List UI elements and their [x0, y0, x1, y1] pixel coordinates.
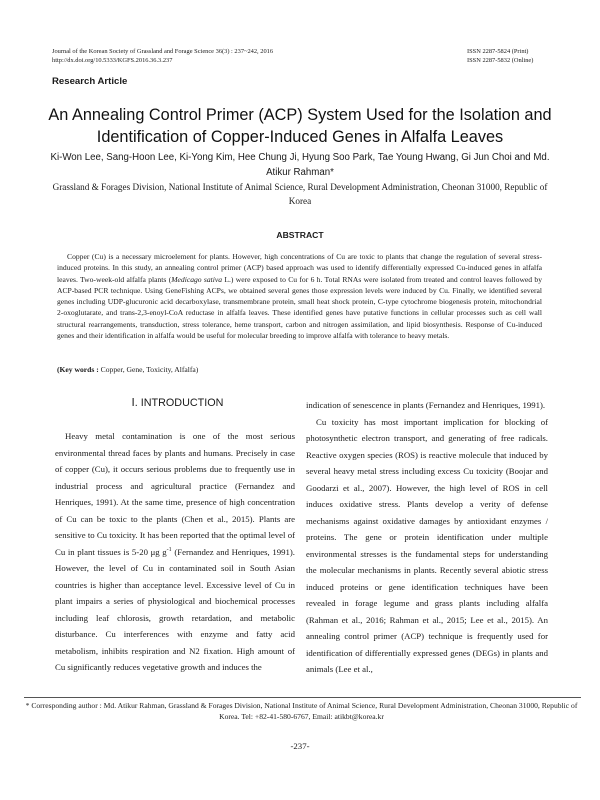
- corresponding-author-footnote: * Corresponding author : Md. Atikur Rahman, Grassland & Forages Division, National Institute of Animal Science, Rural Development Administration, Cheonan 31000, Republic of Korea. Tel: +82-41-580-6767, Email: atikbt@korea.kr: [25, 701, 578, 721]
- paper-title: [40, 104, 560, 148]
- doi-link[interactable]: http://dx.doi.org/10.5333/KGFS.2016.36.3.237: [52, 57, 173, 64]
- intro-left-column: [55, 428, 295, 676]
- intro-right-paragraph-1: indication of senescence in plants (Fernandez and Henriques, 1991).: [306, 400, 546, 410]
- species-name: Medicago sativa: [171, 274, 223, 284]
- abstract-text-b: L.) were exposed to Cu for 6 h. Total RNAs were isolated from treated and control leaves followed by ACP-based PCR technique. Using GeneFishing ACPs, we obtained several genes those expression levels were induced by Cu. Finally, we identified several genes including UDP-glucuronic acid decarboxylase, transmembrane protein, small heat shock protein, C-type cytochrome biogenesis protein, mitochondrial 2-oxoglutarate, and trans-2,3-enoyl-CoA reductase in alfalfa leaves. These identified genes have putative functions in cellular processes such as cell wall structural rearrangements, transduction, stress tolerance, heme transport, carbon and nitrogen assimilation, and lipid biosynthesis. Response of Cu-induced genes and their identification in alfalfa would be useful for molecular breeding to improve alfalfa with tolerance to heavy metals.: [57, 274, 542, 341]
- keywords-label: (Key words :: [57, 365, 99, 374]
- footnote-divider: [24, 697, 581, 698]
- journal-header: [52, 47, 273, 65]
- affiliation: Grassland & Forages Division, National Institute of Animal Science, Rural Development Administration, Cheonan 31000, Republic of Korea: [52, 182, 548, 206]
- intro-right-column: [306, 397, 548, 678]
- issn-print: ISSN 2287-5824 (Print): [467, 48, 529, 55]
- page-number: -237-: [290, 741, 310, 751]
- abstract-body: [57, 251, 542, 341]
- keywords-list: Copper, Gene, Toxicity, Alfalfa): [98, 365, 199, 374]
- unit-superscript: -1: [166, 546, 172, 553]
- article-type: Research Article: [52, 76, 128, 87]
- abstract-heading: ABSTRACT: [276, 230, 324, 240]
- intro-right-paragraph-2: Cu toxicity has most important implication for blocking of photosynthetic electron transport, and generating of free radicals. Reactive oxygen species (ROS) is reactive molecule that induced by several heavy metal stress including excess Cu toxicity (Boojar and Goodarzi et al., 2007). However, the high level of ROS in cell induces oxidative stress. Plants develop a verity of defense mechanisms against oxidative damages by antioxidant enzymes / proteins. The gene or protein identification under multiple environmental stresses is the fundamental steps for understanding the molecular mechanisms in plants. Recently several abiotic stress induced proteins or gene identification techniques have been revealed in forage legume and grass plants including alfalfa (Rahman et al., 2016; Rahman et al., 2015; Lee et al., 2015). An annealing control primer (ACP) technique is frequently used for identification of differentially expressed genes (DEGs) in plants and animals (Lee et al.,: [306, 416, 548, 674]
- issn-block: [467, 47, 533, 65]
- author-list: Ki-Won Lee, Sang-Hoon Lee, Ki-Yong Kim, Hee Chung Ji, Hyung Soo Park, Tae Young Hwang, Gi Jun Choi and Md. Atikur Rahman*: [50, 152, 550, 178]
- issn-online: ISSN 2287-5832 (Online): [467, 57, 534, 64]
- journal-citation: Journal of the Korean Society of Grassland and Forage Science 36(3) : 237~242, 2016: [52, 48, 274, 55]
- title-line-2: Identification of Copper-Induced Genes in Alfalfa Leaves: [96, 128, 504, 146]
- intro-left-text-b: (Fernandez and Henriques, 1991). However, the level of Cu in contaminated soil in South Asian countries is higher than acceptance level. Excessive level of Cu in plant impairs a series of physiological and biochemical processes including leaf chlorosis, growth retardation, and metabolic disturbance. Cu interferences with enzyme and fatty acid metabolism, inhibits respiration and N2 fixation. High amount of Cu significantly reduces vegetative growth and induces the: [55, 546, 295, 672]
- title-line-1: An Annealing Control Primer (ACP) System Used for the Isolation and: [48, 106, 552, 124]
- intro-left-text-a: Heavy metal contamination is one of the most serious environmental thread faces by plants and humans. Precisely in case of copper (Cu), it occurs serious problems due to frequently use in industrial process and agricultural practice (Fernandez and Henriques, 1991). At the same time, presence of high concentration of Cu can be toxic to the plants (Chen et al., 2015). Plants are sensitive to Cu toxicity. It has been reported that the optimal level of Cu in plant tissues is 5-20 μg g: [55, 431, 295, 557]
- abstract-text-a: Copper (Cu) is a necessary microelement for plants. However, high concentrations of Cu are toxic to plants that change the regulation of several stress-induced proteins. In this study, an annealing control primer (ACP) based approach was used to identify differentially expressed Cu-induced genes in alfalfa leaves. Two-week-old alfalfa plants (: [57, 252, 542, 284]
- keywords: [57, 364, 542, 375]
- introduction-heading: Ⅰ. INTRODUCTION: [131, 397, 224, 409]
